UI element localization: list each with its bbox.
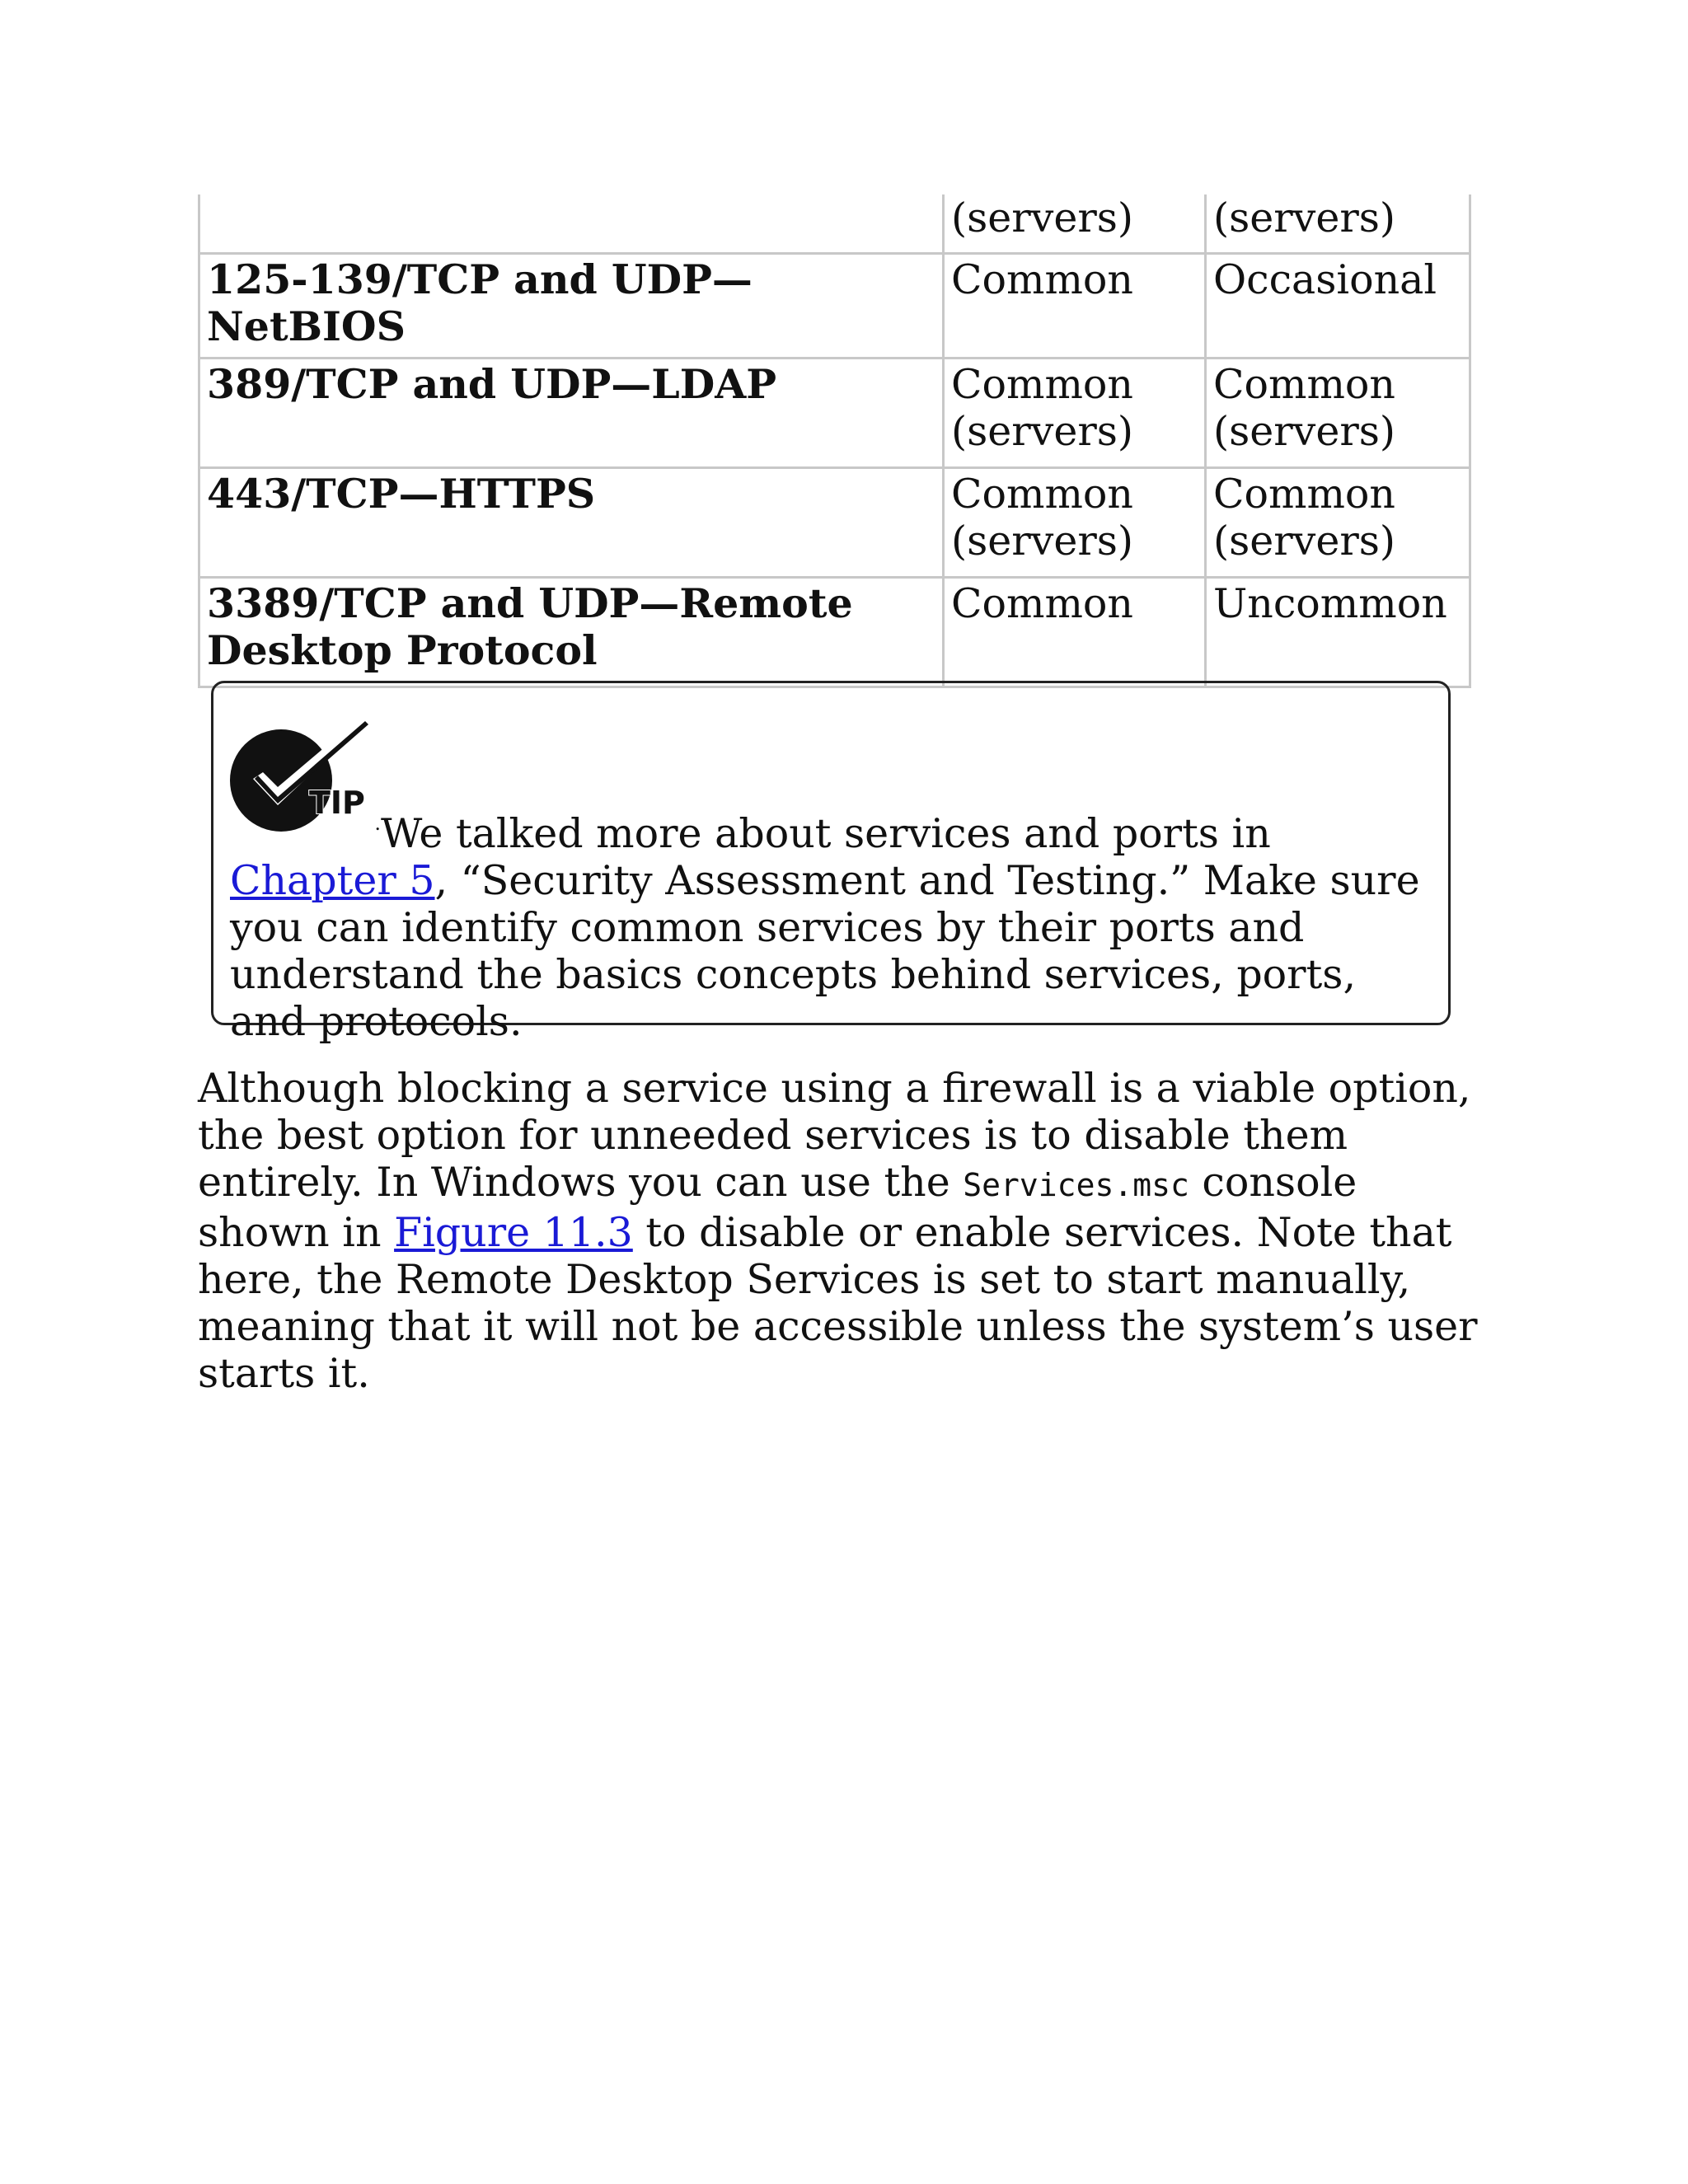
table-row (199, 254, 1470, 359)
port-cell: 389/TCP and UDP—LDAP (199, 359, 944, 468)
body-paragraph (198, 1065, 1484, 1397)
usage-cell: Common (944, 254, 1206, 359)
usage-cell: (servers) (1206, 194, 1470, 254)
usage-cell: Common (servers) (1206, 468, 1470, 578)
tip-label: TIP (309, 785, 365, 821)
usage-cell: Uncommon (1206, 578, 1470, 687)
tip-box (211, 681, 1451, 1045)
table-row (199, 194, 1470, 254)
table-row (199, 359, 1470, 468)
paragraph-part-2: console shown in (198, 1159, 1357, 1256)
port-cell: 3389/TCP and UDP—Remote Desktop Protocol (199, 578, 944, 687)
tip-text-before: We talked more about services and ports in (381, 810, 1271, 857)
port-cell: 443/TCP—HTTPS (199, 468, 944, 578)
usage-cell: Common (944, 578, 1206, 687)
usage-cell: Common (servers) (1206, 359, 1470, 468)
paragraph-part-1: Although blocking a service using a firewall is a viable option, the best option for unneeded services is to disable them entirely. In Windows you can use the (198, 1065, 1471, 1206)
tip-text (230, 800, 1433, 1045)
paragraph-part-3: to disable or enable services. Note that here, the Remote Desktop Services is set to start manually, meaning that it will not be accessible unless the system’s user starts it. (198, 1209, 1478, 1397)
ports-table (198, 194, 1471, 688)
usage-cell: Common (servers) (944, 359, 1206, 468)
port-cell: 125-139/TCP and UDP—NetBIOS (199, 254, 944, 359)
tip-text-after: , “Security Assessment and Testing.” Make sure you can identify common services by their ports and understand the basics concepts behind services, ports, and protocols. (230, 857, 1420, 1045)
figure-11-3-link[interactable]: Figure 11.3 (394, 1209, 633, 1256)
services-msc-code: Services.msc (963, 1167, 1189, 1203)
usage-cell: (servers) (944, 194, 1206, 254)
chapter-5-link[interactable]: Chapter 5 (230, 857, 435, 904)
usage-cell: Occasional (1206, 254, 1470, 359)
tip-lead-mark: . (374, 812, 381, 835)
table-row (199, 468, 1470, 578)
usage-cell: Common (servers) (944, 468, 1206, 578)
tip-indent (230, 800, 381, 847)
port-cell (199, 194, 944, 254)
table-row (199, 578, 1470, 687)
